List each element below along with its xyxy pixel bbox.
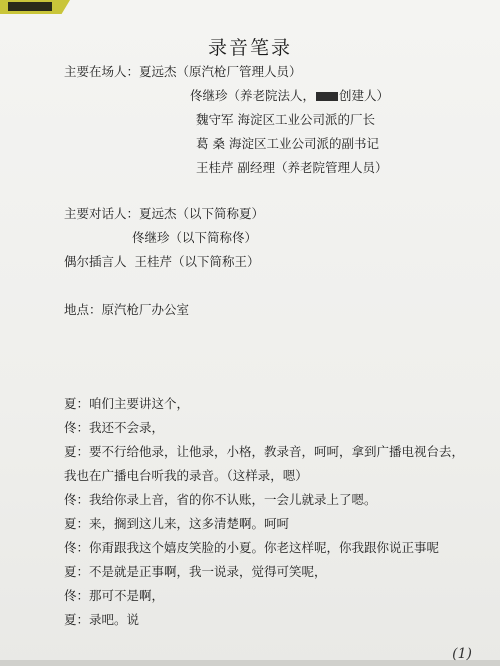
speakers-label: 主要对话人： (64, 206, 140, 221)
dialogue-line: 夏：录吧。说 (64, 612, 140, 627)
dialogue-line: 夏：要不行给他录，让他录，小格，教录音，呵呵，拿到广播电视台去， (64, 444, 465, 459)
speakers-row-1 (64, 204, 264, 222)
dialogue-line: 佟：你甭跟我这个嬉皮笑脸的小夏。你老这样呢，你我跟你说正事呢 (64, 540, 440, 555)
dialogue-line: 夏：来，搁到这儿来，这多清楚啊。呵呵 (64, 516, 290, 531)
dialogue-line: 我也在广播电台听我的录音。（这样录，嗯） (64, 468, 308, 483)
dialogue-line: 佟：那可不是啊， (64, 588, 165, 603)
attendee-5: 王桂芹 副经理（养老院管理人员） (196, 160, 388, 175)
occasional-row (64, 252, 259, 270)
occasional-label: 偶尔插言人 (64, 254, 127, 269)
attendee-1: 夏远杰（原汽枪厂管理人员） (139, 64, 302, 79)
redaction-mark (316, 92, 338, 101)
corner-sticker (0, 0, 70, 14)
attendee-2-role: 创建人） (339, 88, 390, 103)
dialogue-line: 佟：我给你录上音，省的你不认账，一会儿就录上了嗯。 (64, 492, 377, 507)
attendees-row-2 (190, 86, 389, 104)
page-number: (1) (452, 646, 472, 662)
attendee-3: 魏守军 海淀区工业公司派的厂长 (196, 112, 375, 127)
page-title: 录音笔录 (207, 37, 292, 59)
dialogue-line: 夏：咱们主要讲这个， (64, 396, 190, 411)
speaker-2: 佟继珍（以下简称佟） (132, 230, 258, 245)
dialogue-line: 夏：不是就是正事啊，我一说录，觉得可笑呢， (64, 564, 327, 579)
attendee-4: 葛 桑 海淀区工业公司派的副书记 (196, 136, 379, 151)
occasional-speaker: 王桂芹（以下简称王） (134, 254, 260, 269)
attendees-label: 主要在场人： (64, 64, 140, 79)
location: 地点：原汽枪厂办公室 (64, 302, 190, 317)
dialogue-line: 佟：我还不会录， (64, 420, 165, 435)
page-edge (0, 660, 500, 666)
attendees-row-1 (64, 62, 302, 80)
attendee-2: 佟继珍（养老院法人， (190, 88, 316, 103)
speaker-1: 夏远杰（以下简称夏） (139, 206, 265, 221)
